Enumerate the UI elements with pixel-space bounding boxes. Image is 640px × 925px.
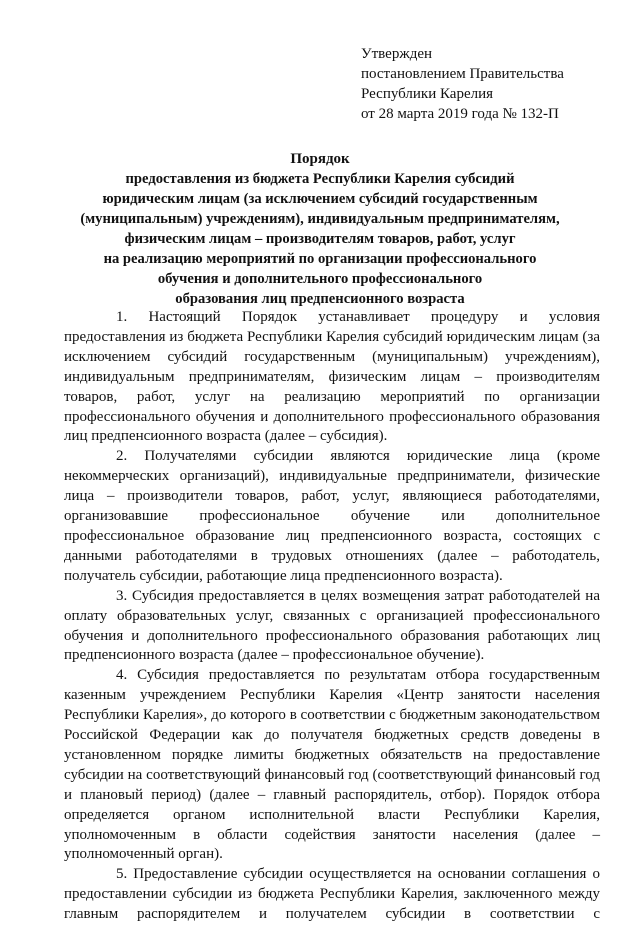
- title-line: (муниципальным) учреждениям), индивидуальным предпринимателям,: [80, 211, 560, 227]
- paragraph-4: 4. Субсидия предоставляется по результатам отбора государственным казенным учреждением Республики Карелия «Центр занятости населения Республики Карелия», до которого в соответствии с бюджетным законодательством Российской Федерации как до получателя бюджетных средств доведены в установленном порядке лимиты бюджетных обязательств на предоставление субсидии на соответствующий финансовый год (соответствующий финансовый год и плановый период) (далее – главный распорядитель, отбор). Порядок отбора определяется органом исполнительной власти Республики Карелия, уполномоченным в области содействия занятости населения (далее – уполномоченный орган).: [64, 667, 600, 863]
- document-body: [64, 308, 600, 925]
- paragraph-3: 3. Субсидия предоставляется в целях возмещения затрат работодателей на оплату образовательных услуг, связанных с организацией профессионального обучения и дополнительного профессионального образования работающих лиц предпенсионного возраста (далее – профессиональное обучение).: [64, 587, 600, 664]
- title-line: образования лиц предпенсионного возраста: [175, 291, 465, 307]
- title-heading: Порядок: [290, 151, 350, 167]
- title-line: предоставления из бюджета Республики Карелия субсидий: [125, 171, 515, 187]
- paragraph-5: 5. Предоставление субсидии осуществляется на основании соглашения о предоставлении субсидии из бюджета Республики Карелия, заключенного между главным распорядителем и получателем субсидии в соответствии с: [64, 866, 600, 923]
- title-line: обучения и дополнительного профессионального: [157, 271, 483, 287]
- paragraph-2: 2. Получателями субсидии являются юридические лица (кроме некоммерческих организаций), индивидуальные предприниматели, физические лица – производители товаров, работ, услуг, являющиеся работодателями, организовавшие профессиональное обучение или дополнительное профессиональное образование лиц предпенсионного возраста, состоящих с данными работодателями в трудовых отношениях (далее – работодатель, получатель субсидии, работающие лица предпенсионного возраста).: [64, 448, 600, 584]
- title-line: на реализацию мероприятий по организации профессионального: [103, 251, 537, 267]
- paragraph-1: 1. Настоящий Порядок устанавливает процедуру и условия предоставления из бюджета Республики Карелия субсидий юридическим лицам (за исключением субсидий государственным (муниципальным) учреждениям), индивидуальным предпринимателям, физическим лицам – производителям товаров, работ, услуг на реализацию мероприятий по организации профессионального обучения и дополнительного профессионального образования лиц предпенсионного возраста (далее – субсидия).: [64, 309, 600, 445]
- approval-line-decree: постановлением Правительства: [361, 66, 564, 82]
- title-line: юридическим лицам (за исключением субсидий государственным: [102, 191, 538, 207]
- document-title: [60, 149, 580, 309]
- title-line: физическим лицам – производителям товаров, работ, услуг: [124, 231, 516, 247]
- approval-line-approved: Утвержден: [361, 46, 433, 62]
- approval-line-date: от 28 марта 2019 года № 132-П: [361, 106, 559, 122]
- approval-line-republic: Республики Карелия: [361, 86, 494, 102]
- approval-stamp: [361, 44, 564, 124]
